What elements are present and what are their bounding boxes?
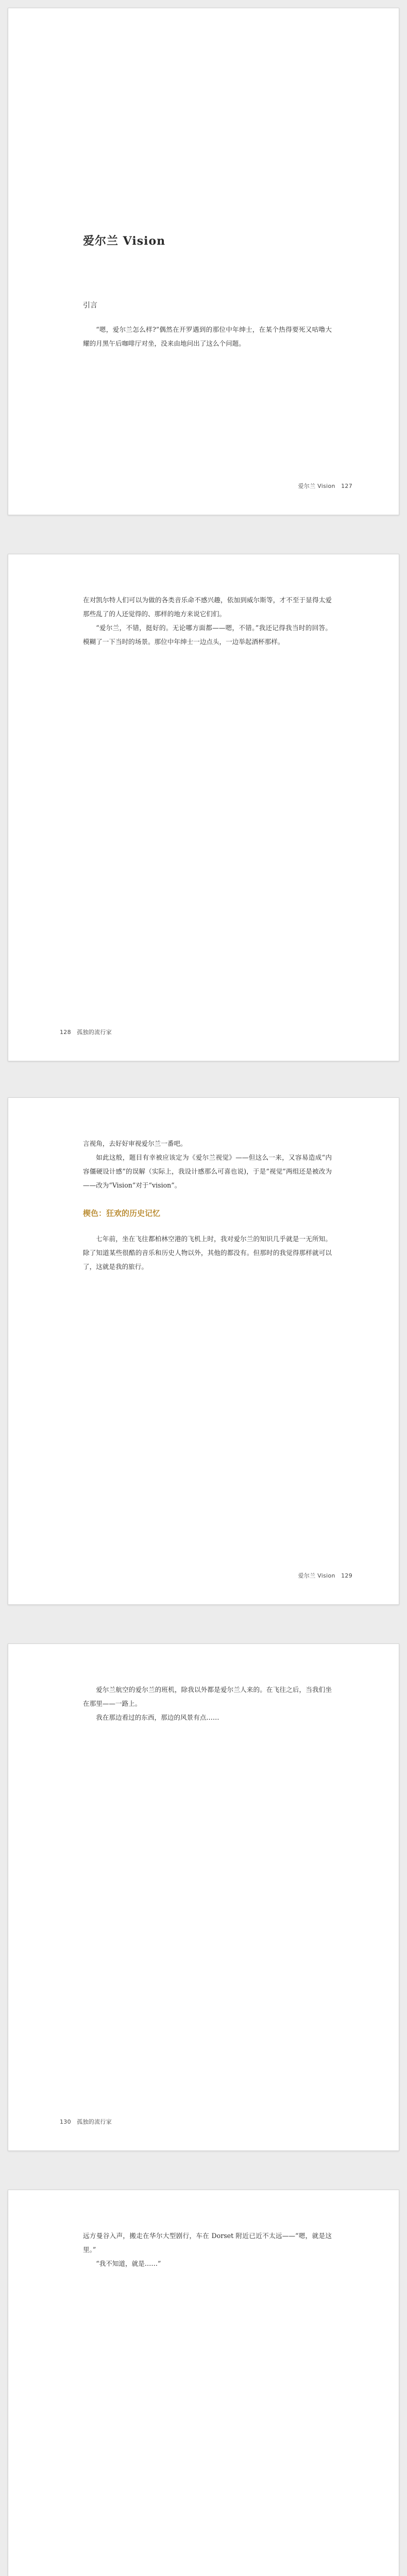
page-content — [83, 1683, 332, 2094]
paragraph: 远方曼谷入声，搬走在华尔大型剧行，车在 Dorset 附近已近不太远——“嗯，就是这里。” — [83, 2232, 332, 2253]
section-heading: 楔色：狂欢的历史记忆 — [83, 1209, 161, 1218]
page-number: 130 孤独的流行家 — [60, 2119, 112, 2125]
page-content — [83, 62, 332, 458]
section-label: 引言 — [83, 301, 97, 310]
book-page-5 — [8, 2190, 399, 2576]
paragraph: 如此这般，题目有幸被应该定为《爱尔兰视觉》——但这么一来，又容易造成“内容僵硬设计感”的误解（实际上，我设计感那么可喜也说)，于是“视觉”两组还是被改为——改为“Vision”对于“vision”。 — [83, 1154, 332, 1189]
book-page-1 — [8, 8, 399, 515]
paragraph: 言视角，去好好审视爱尔兰一番吧。 — [83, 1140, 187, 1147]
paragraph: “嗯，爱尔兰怎么样?”偶然在开罗遇到的那位中年绅士，在某个热得要死又咕噜大耀的月黑午后咖啡厅对坐，没来由地问出了这么个问题。 — [83, 326, 332, 347]
page-number: 爱尔兰 Vision 129 — [298, 1572, 352, 1579]
chapter-title: 爱尔兰 Vision — [83, 234, 166, 248]
paragraph: “我不知道，就是……” — [96, 2260, 161, 2267]
page-content — [83, 2229, 332, 2576]
paragraph: 我在那边看过的东西，那边的风景有点…… — [96, 1714, 219, 1721]
page-content — [83, 1137, 332, 1548]
book-page-2 — [8, 554, 399, 1061]
page-number: 爱尔兰 Vision 127 — [298, 483, 352, 489]
paragraph: 七年前，坐在飞往都柏林空港的飞机上时，我对爱尔兰的知识几乎就是一无所知。除了知道某些很酷的音乐和历史人物以外，其他的都没有。但那时的我觉得那样就可以了，这就是我的旅行。 — [83, 1235, 332, 1270]
page-content — [83, 593, 332, 1004]
paragraph: 爱尔兰航空的爱尔兰的班机，除我以外都是爱尔兰人来的。在飞往之后，当我们坐在那里——一路上。 — [83, 1686, 332, 1707]
book-page-4 — [8, 1643, 399, 2151]
paragraph: 在对凯尔特人们可以为做的各类音乐命不感兴趣，依加到威尔斯等，才不至于显得太爱那些乱了的人还觉得的、那样的地方来说它们们。 — [83, 596, 332, 618]
page-number: 128 孤独的流行家 — [60, 1029, 112, 1036]
book-page-3 — [8, 1097, 399, 1605]
paragraph: “爱尔兰，不错，挺好的。无论哪方面都——嗯，不错。”我还记得我当时的回答。模糊了一下当时的场景。那位中年绅士一边点头，一边举起酒杯那样。 — [83, 624, 332, 646]
